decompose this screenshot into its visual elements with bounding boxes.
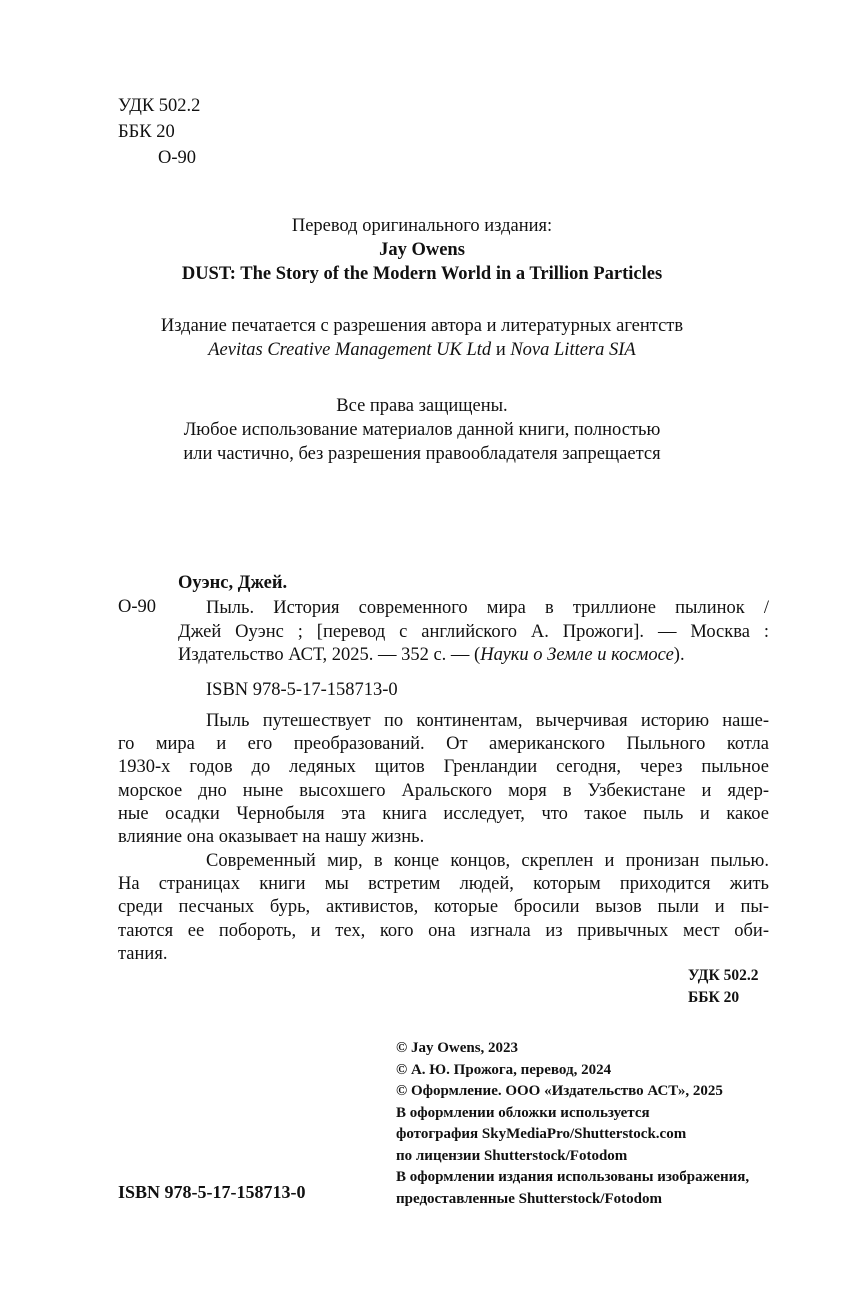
copyright-line: В оформлении издания использованы изображения, [396,1169,750,1185]
annotation-line: ные осадки Чернобыля эта книга исследует, что такое пыль и какое [118,804,769,824]
annotation-line: морское дно ныне высохшего Аральского моря в Узбекистане и ядер- [118,781,769,801]
annotation-line: 1930-х годов до ледяных щитов Гренландии сегодня, через пыльное [118,757,769,777]
agency-2: Nova Littera SIA [510,340,636,360]
bbk-code-bottom: ББК 20 [688,989,740,1006]
udk-code-bottom: УДК 502.2 [688,967,759,984]
bib-line-3 [178,645,685,666]
bib-publisher: Издательство АСТ, 2025. — 352 с. — ( [178,645,481,665]
bib-line-1: Пыль. История современного мира в триллионе пылинок / [206,598,769,618]
copyright-line: фотография SkyMediaPro/Shutterstock.com [396,1126,687,1142]
rights-usage-1: Любое использование материалов данной книги, полностью [183,420,661,440]
original-author: Jay Owens [379,240,465,260]
isbn-footer: ISBN 978-5-17-158713-0 [118,1182,306,1202]
agency-conjunction: и [491,340,511,360]
copyright-line: по лицензии Shutterstock/Fotodom [396,1147,628,1164]
copyright-line: предоставленные Shutterstock/Fotodom [396,1190,662,1207]
bib-isbn: ISBN 978-5-17-158713-0 [206,680,398,700]
rights-usage-2: или частично, без разрешения правообладателя запрещается [183,444,661,464]
author-mark: О-90 [158,148,197,168]
copyright-line: © А. Ю. Прожога, перевод, 2024 [396,1061,612,1078]
permission-agencies [0,340,844,361]
annotation-line: На страницах книги мы встретим людей, которым приходится жить [118,874,769,894]
bib-author-heading: Оуэнс, Джей. [178,573,288,593]
copyright-line: © Jay Owens, 2023 [396,1040,519,1056]
agency-1: Aevitas Creative Management UK Ltd [208,340,492,360]
annotation-line: среди песчаных бурь, активистов, которые бросили вызов пыли и пы- [118,897,769,917]
copyright-line: В оформлении обложки используется [396,1104,650,1121]
annotation-line: Пыль путешествует по континентам, вычерчивая историю наше- [206,711,769,731]
copyright-block [396,1038,749,1210]
original-title: DUST: The Story of the Modern World in a Trillion Particles [181,264,663,284]
bib-close: ). [673,645,685,665]
bib-series: Науки о Земле и космосе [480,645,674,665]
bib-line-2: Джей Оуэнс ; [перевод с английского А. Прожоги]. — Москва : [178,622,769,642]
copyright-line: © Оформление. ООО «Издательство АСТ», 2025 [396,1083,723,1099]
rights-reserved: Все права защищены. [336,396,508,416]
bib-mark: О-90 [118,597,157,617]
bbk-code: ББК 20 [118,122,175,142]
annotation-line: Современный мир, в конце концов, скреплен и пронизан пылью. [206,851,769,871]
annotation-line: го мира и его преобразований. От американского Пыльного котла [118,734,769,754]
udk-code: УДК 502.2 [118,96,201,116]
annotation-line: влияние она оказывает на нашу жизнь. [118,827,425,847]
annotation-line: таются ее побороть, и тех, кого она изгнала из привычных мест оби- [118,921,769,941]
annotation-line: тания. [118,944,168,964]
original-edition-intro: Перевод оригинального издания: [291,216,553,236]
permission-line: Издание печатается с разрешения автора и литературных агентств [160,316,684,336]
